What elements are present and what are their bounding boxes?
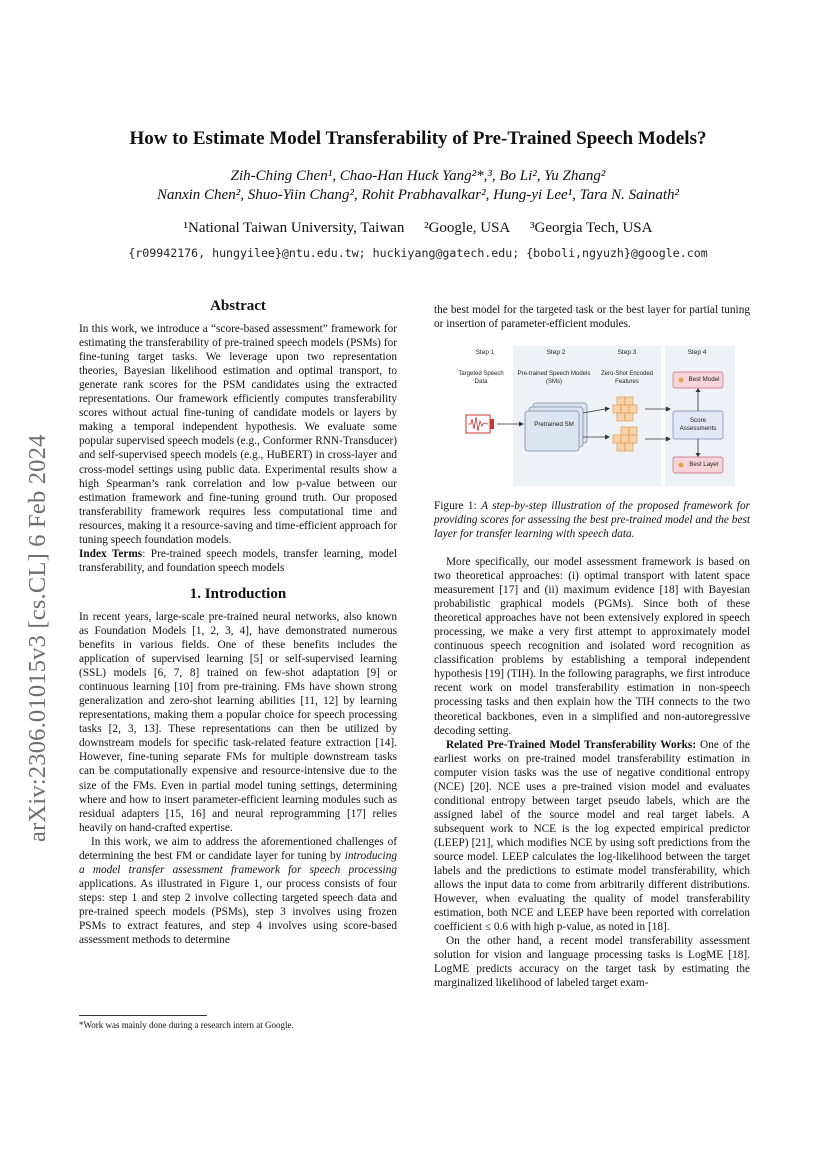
arrow-3b-head bbox=[666, 437, 671, 442]
figure-1-caption bbox=[434, 499, 750, 542]
intro-p2-end: applications. As illustrated in Figure 1, our process consists of four steps: step 1 and step 2 involve collecting targeted speech data and pre-trained speech models (PSMs), step 3 involves using frozen PSMs to extract features, and step 4 involves using score-based assessment methods to determine bbox=[79, 877, 397, 947]
affiliations bbox=[80, 220, 756, 237]
right-paragraph-3: On the other hand, a recent model transferability assessment solution for vision and language processing tasks is LogME [18]. LogME predicts accuracy on the target task by estimating the marginalized likelihood of labeled target exam- bbox=[434, 935, 750, 990]
footnote-rule bbox=[79, 1015, 207, 1016]
authors-line-1: Zih-Ching Chen¹, Chao-Han Huck Yang²*,³, Bo Li², Yu Zhang² bbox=[230, 168, 606, 184]
arrow-1-head bbox=[519, 422, 524, 427]
author-list bbox=[80, 167, 756, 205]
right-paragraph-1: More specifically, our model assessment framework is based on two theoretical approaches: (i) optimal transport with latent space measurement [17] and (ii) maximum evidence [18] with Bayesian probabilistic graphical models (PGMs). Since both of these theoretical approaches have not been extensively explored in speech processing, we make a very first attempt to approximately model continuous speech recognition and isolated word recognition as classification problems by establishing a temporal independent hypothesis [19] (TIH). In the following paragraphs, we first introduce recent work on model transferability estimation in non-speech processing tasks and then explain how the TIH connects to the two theoretical backbones, even in a simplified and non-autoregressive decoding setting. bbox=[434, 556, 750, 737]
arrow-2a-head bbox=[605, 407, 610, 412]
related-works-text: One of the earliest works on pre-trained model transferability estimation in computer vision tasks was the use of negative conditional entropy (NCE) [20]. NCE uses a pre-trained vision model and evaluates conditional entropy between target pseudo labels, which are the assigned label of the source model and real target labels. A subsequent work to NCE is the log expected empirical predictor (LEEP) [21], which modifies NCE by using soft predictions from the source model. LEEP calculates the log-likelihood between the target labels and the predictions to estimate model transferability, which allows the input data to come from arbitrarily different distributions. However, when evaluating the quality of model transferability estimation, both NCE and LEEP have been reported with correlation coefficient ≤ 0.6 with high p-value, as noted in [18]. bbox=[434, 738, 750, 934]
figure-1 bbox=[457, 343, 735, 485]
arxiv-stamp: arXiv:2306.01015v3 [cs.CL] 6 Feb 2024 bbox=[24, 434, 51, 842]
step-1-desc: Targeted Speech Data bbox=[458, 371, 504, 385]
best-model-label: Best Model bbox=[688, 376, 720, 383]
arrow-3a-head bbox=[666, 407, 671, 412]
footnote: *Work was mainly done during a research intern at Google. bbox=[79, 1020, 294, 1030]
encoded-features-bottom bbox=[613, 427, 637, 451]
step-4-label: Step 4 bbox=[687, 349, 707, 356]
abstract-heading: Abstract bbox=[210, 298, 266, 314]
right-paragraph-2 bbox=[434, 738, 750, 935]
waveform-icon bbox=[466, 415, 494, 433]
best-layer-label: Best Layer bbox=[689, 461, 719, 468]
step-3-label: Step 3 bbox=[617, 349, 637, 356]
authors-line-2: Nanxin Chen², Shuo-Yiin Chang², Rohit Prabhavalkar², Hung-yi Lee¹, Tara N. Sainath² bbox=[156, 187, 680, 203]
paper-title: How to Estimate Model Transferability of Pre-Trained Speech Models? bbox=[129, 128, 707, 149]
score-assessments-label: Score Assessments bbox=[679, 417, 717, 432]
pretrained-sm-label: Pretrained SM bbox=[534, 421, 574, 428]
index-terms bbox=[79, 547, 397, 575]
right-column-top bbox=[434, 303, 750, 331]
step-3-desc: Zero-Shot Encoded Features bbox=[600, 371, 654, 385]
step-2-label: Step 2 bbox=[546, 349, 566, 356]
index-terms-label: Index Terms bbox=[79, 547, 143, 560]
affiliation-1: ¹National Taiwan University, Taiwan bbox=[183, 220, 405, 236]
step-2-desc: Pre-trained Speech Models (SMs) bbox=[517, 371, 591, 385]
affiliation-3: ³Georgia Tech, USA bbox=[530, 220, 653, 236]
intro-p2-italic: introducing a model transfer assessment framework for speech processing bbox=[79, 849, 397, 876]
arrow-4a-head bbox=[696, 388, 701, 392]
right-top-text: the best model for the targeted task or the best layer for partial tuning or insertion of parameter-efficient modules. bbox=[434, 304, 750, 331]
author-emails: {r09942176, hungyilee}@ntu.edu.tw; huckiyang@gatech.edu; {boboli,ngyuzh}@google.com bbox=[128, 246, 708, 260]
arrow-4b-head bbox=[696, 453, 701, 457]
intro-paragraph-1: In recent years, large-scale pre-trained neural networks, also known as Foundation Models [1, 2, 3, 4], have demonstrated numerous benefits in various fields. One of these benefits includes the application of supervised learning [5] or self-supervised learning (SSL) models [6, 7, 8] trained on few-shot adaptation [9] or continuous learning [10] from pre-training. FMs have shown strong generalization and zero-shot learning abilities [11, 12] by learning representations, making them a popular choice for speech processing tasks [2, 3, 13]. These representations can then be utilized by downstream models for specific task-related feature extraction [14]. However, fine-tuning separate FMs for multiple downstream tasks can be computationally expensive and resource-intensive due to the size of the FMs. Even in partial model tuning settings, determining where and how to insert parameter-efficient learning modules such as residual adapters [15, 16] and neural reprogramming [17] relies heavily on hand-crafted expertise. bbox=[79, 610, 397, 834]
abstract-text: In this work, we introduce a “score-based assessment” framework for estimating the transferability of pre-trained speech models (PSMs) for fine-tuning target tasks. We leverage upon two representation theories, Bayesian likelihood estimation and optimal transport, to generate rank scores for the PSM candidates using the extracted representations. Our framework efficiently computes transferability scores without actual fine-tuning of candidate models or layers by making a temporal independent hypothesis. We evaluate some popular supervised speech models (e.g., Conformer RNN-Transducer) and self-supervised speech models (e.g., HuBERT) in cross-layer and cross-model settings using public data. Experimental results show a high Spearman’s rank correlation and low p-value between our estimation framework and fine-tuning ground truth. Our proposed transferability framework requires less computational time and resources, making it a resource-saving and time-efficient approach for tuning speech foundation models. bbox=[79, 323, 397, 546]
right-column-body bbox=[434, 555, 750, 990]
intro-p2-start: In this work, we aim to address the aforementioned challenges of determining the best FM or candidate layer for tuning by bbox=[79, 835, 397, 862]
introduction-heading: 1. Introduction bbox=[189, 585, 287, 602]
arrow-2b-head bbox=[605, 435, 610, 440]
encoded-features-top bbox=[613, 397, 637, 421]
affiliation-2: ²Google, USA bbox=[424, 220, 511, 236]
intro-paragraph-2 bbox=[79, 835, 397, 947]
related-works-heading: Related Pre-Trained Model Transferability Works: bbox=[446, 738, 697, 751]
caption-label: Figure 1: bbox=[434, 500, 482, 512]
left-column bbox=[79, 299, 397, 947]
caption-text: A step-by-step illustration of the proposed framework for providing scores for assessing the best pre-trained model and the best layer for transfer learning with speech data. bbox=[434, 500, 750, 541]
index-terms-text: : Pre-trained speech models, transfer learning, model transferability, and foundation speech models bbox=[79, 547, 397, 574]
step-1-label: Step 1 bbox=[475, 349, 495, 356]
